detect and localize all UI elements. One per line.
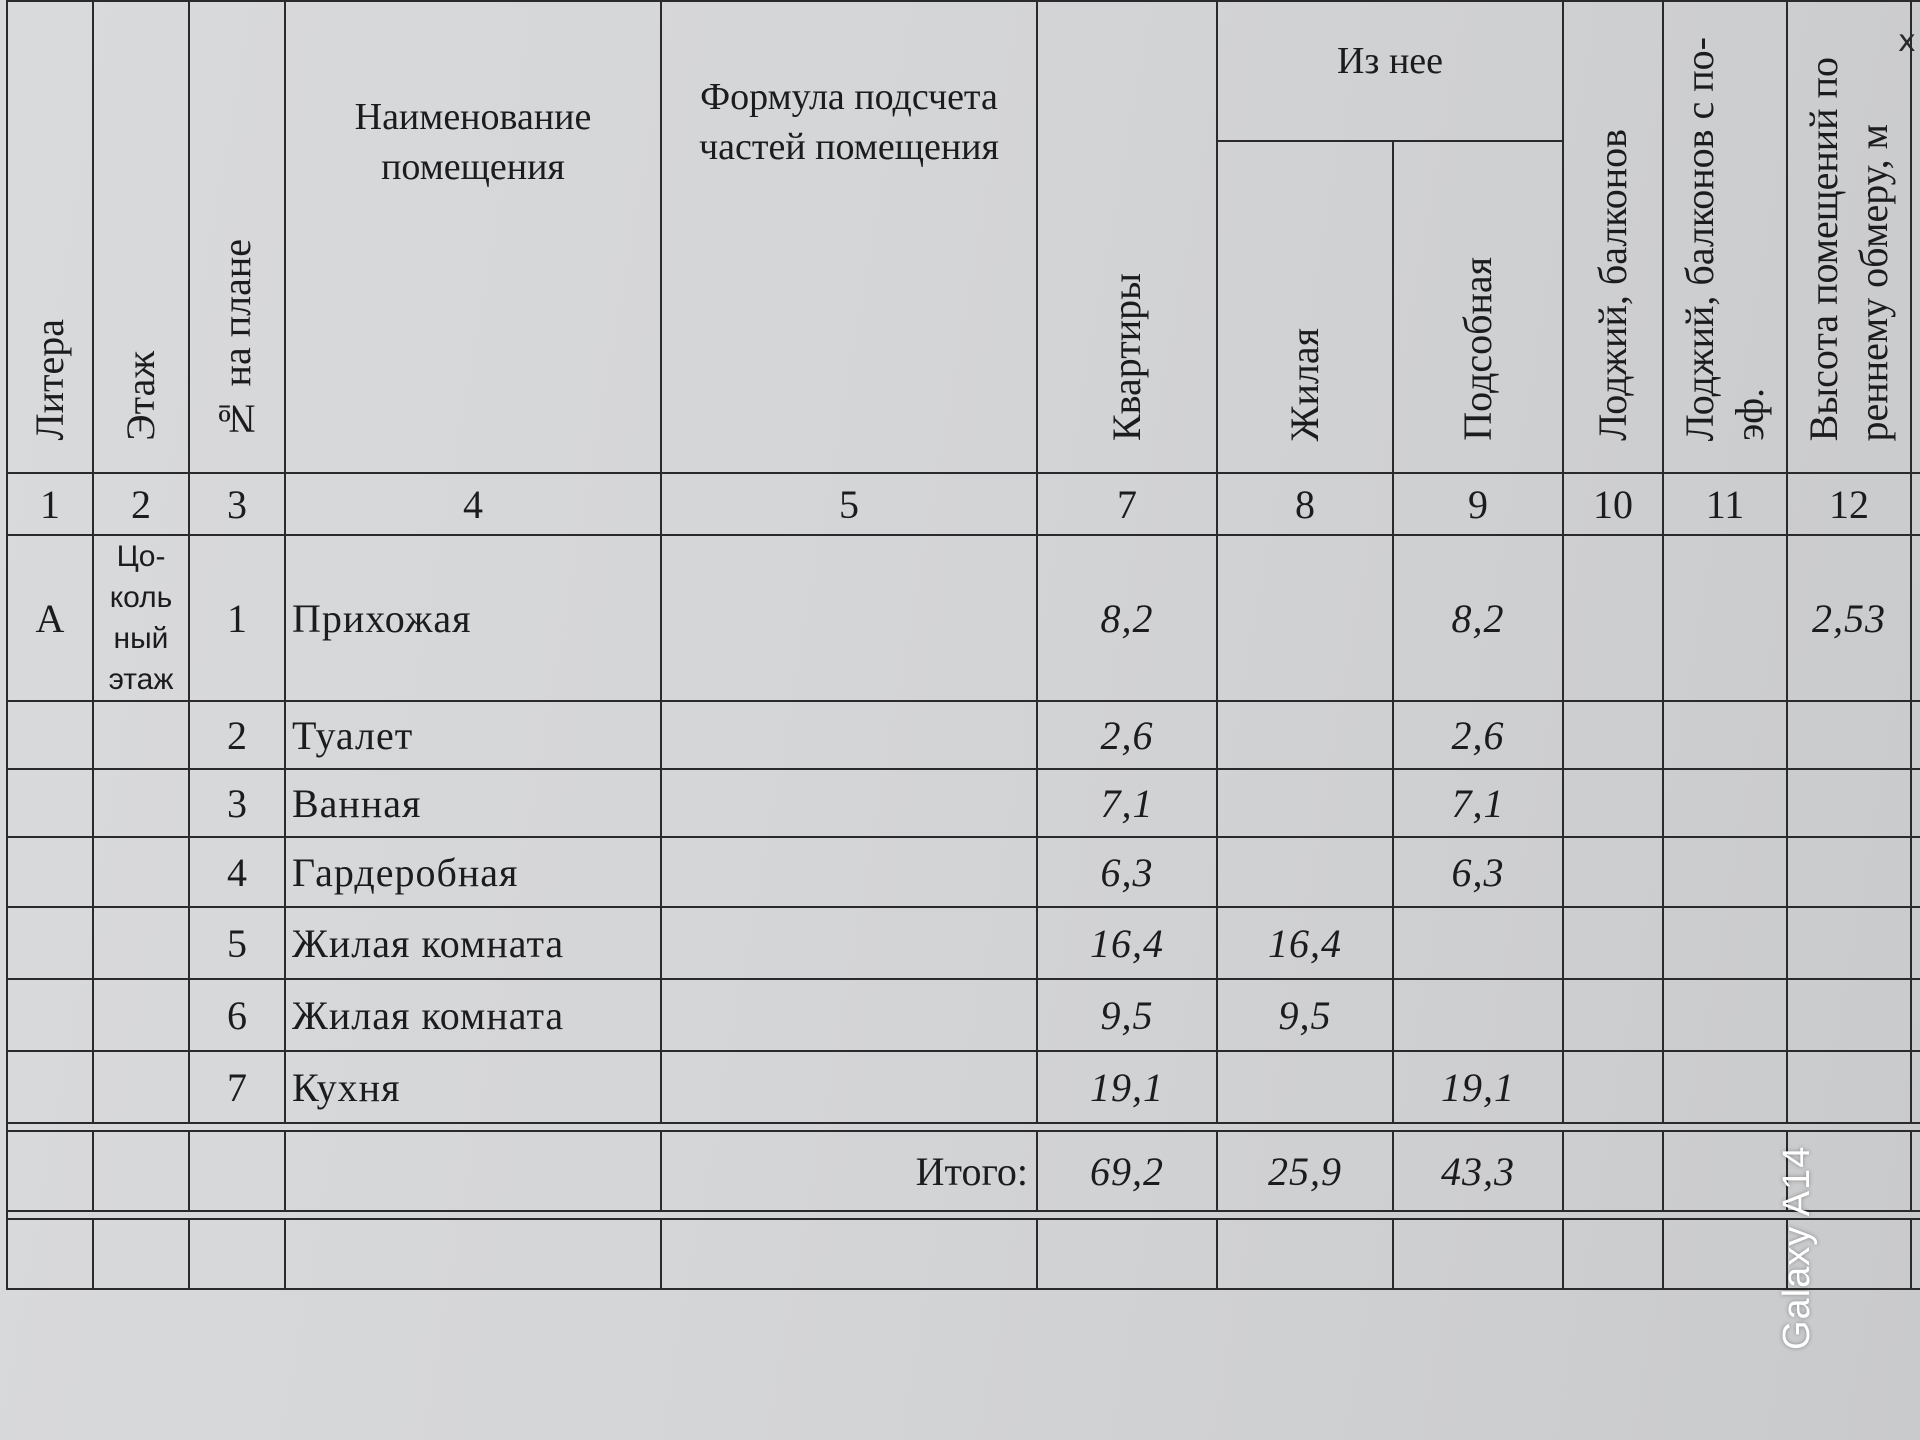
loggia-coef-cell [1663,907,1787,979]
table-row [7,837,1920,907]
floor-cell [93,837,189,907]
total-empty-cell [7,1131,93,1211]
column-number: 1 [7,473,93,535]
apartment-area-cell: 16,4 [1037,907,1217,979]
living-area-cell [1217,1051,1393,1123]
of-which-header [1217,1,1563,141]
total-label: Итого: [661,1131,1037,1211]
col-room-name-header [285,1,661,473]
loggia-coef-cell [1663,837,1787,907]
loggia-cell [1563,837,1663,907]
litera-cell: А [7,535,93,701]
corner-mark: x [1898,24,1916,59]
col-height-header [1787,1,1911,473]
formula-cell [661,701,1037,769]
plan-number-cell: 6 [189,979,285,1051]
col-loggia-coef-header [1663,1,1787,473]
apartment-area-cell: 9,5 [1037,979,1217,1051]
column-number: 9 [1393,473,1563,535]
total-empty-cell [285,1131,661,1211]
table-row [7,535,1920,701]
col-living-header [1217,141,1393,473]
plan-number-cell: 2 [189,701,285,769]
auxiliary-area-cell [1393,907,1563,979]
room-name-cell: Жилая комната [285,907,661,979]
room-name-cell: Жилая комната [285,979,661,1051]
formula-cell [661,837,1037,907]
column-number: 11 [1663,473,1787,535]
room-name-label: Наименование помещения [354,96,592,188]
height-cell [1787,837,1911,907]
table-row [7,769,1920,837]
col-formula-header [661,1,1037,473]
formula-cell [661,769,1037,837]
column-number: 3 [189,473,285,535]
formula-cell [661,535,1037,701]
floor-cell [93,1051,189,1123]
floor-label: Этаж [118,351,163,441]
column-number: 7 [1037,473,1217,535]
plan-number-cell: 7 [189,1051,285,1123]
height-cell [1787,701,1911,769]
column-number-row [7,473,1920,535]
room-name-cell: Туалет [285,701,661,769]
apartment-area-cell: 2,6 [1037,701,1217,769]
apartment-area-cell: 8,2 [1037,535,1217,701]
table-row [7,907,1920,979]
room-name-cell: Прихожая [285,535,661,701]
litera-cell [7,769,93,837]
loggia-cell [1563,979,1663,1051]
floor-cell [93,769,189,837]
loggia-coef-label-2: эф. [1727,388,1772,441]
loggia-cell [1563,701,1663,769]
auxiliary-area-cell: 6,3 [1393,837,1563,907]
col-auxiliary-header [1393,141,1563,473]
auxiliary-label: Подсобная [1455,257,1500,441]
column-number: 12 [1787,473,1911,535]
height-cell: 2,53 [1787,535,1911,701]
living-area-cell [1217,769,1393,837]
floor-cell [93,907,189,979]
height-cell [1787,907,1911,979]
litera-label: Литера [27,319,72,441]
total-auxiliary-area: 43,3 [1393,1131,1563,1211]
living-area-cell: 9,5 [1217,979,1393,1051]
auxiliary-area-cell: 7,1 [1393,769,1563,837]
apartment-area-cell: 6,3 [1037,837,1217,907]
litera-cell [7,979,93,1051]
total-empty-cell [1663,1131,1787,1211]
column-number: 10 [1563,473,1663,535]
total-empty-cell [93,1131,189,1211]
loggia-cell [1563,535,1663,701]
table-row [7,1051,1920,1123]
plan-number-cell: 4 [189,837,285,907]
column-number: 4 [285,473,661,535]
loggia-cell [1563,907,1663,979]
total-empty-cell [189,1131,285,1211]
apartment-label: Квартиры [1104,272,1149,441]
loggia-coef-cell [1663,701,1787,769]
floor-cell [93,535,189,701]
auxiliary-area-cell [1393,979,1563,1051]
extra-cell [1911,701,1920,769]
total-empty-cell [1563,1131,1663,1211]
of-which-label: Из нее [1336,40,1444,82]
loggia-coef-cell [1663,979,1787,1051]
apartment-area-cell: 7,1 [1037,769,1217,837]
room-explication-table [6,0,1920,1290]
formula-label: Формула подсчета частей помещения [699,76,999,168]
floor-line: ный [113,622,169,655]
plan-number-cell: 1 [189,535,285,701]
living-area-cell: 16,4 [1217,907,1393,979]
total-living-area: 25,9 [1217,1131,1393,1211]
extra-cell [1911,907,1920,979]
room-name-cell: Гардеробная [285,837,661,907]
camera-watermark: Galaxy A14 [1776,1145,1818,1350]
apartment-area-cell: 19,1 [1037,1051,1217,1123]
litera-cell [7,907,93,979]
plan-number-cell: 5 [189,907,285,979]
col-loggia-header [1563,1,1663,473]
height-cell [1787,1051,1911,1123]
col-litera-header [7,1,93,473]
formula-cell [661,907,1037,979]
room-name-cell: Кухня [285,1051,661,1123]
header-row-top [7,1,1920,141]
column-number: 5 [661,473,1037,535]
litera-cell [7,701,93,769]
formula-cell [661,1051,1037,1123]
loggia-coef-cell [1663,1051,1787,1123]
height-label: Высота помещений по [1801,56,1846,441]
height-cell [1787,769,1911,837]
living-area-cell [1217,701,1393,769]
height-cell [1787,979,1911,1051]
floor-line: этаж [108,663,174,696]
litera-cell [7,837,93,907]
floor-cell [93,979,189,1051]
floor-line: Цо- [116,540,166,573]
living-area-cell [1217,535,1393,701]
col-extra-header [1911,1,1920,473]
loggia-coef-cell [1663,769,1787,837]
table-row [7,701,1920,769]
living-area-cell [1217,837,1393,907]
total-row [7,1131,1920,1211]
room-name-cell: Ванная [285,769,661,837]
floor-cell [93,701,189,769]
auxiliary-area-cell: 2,6 [1393,701,1563,769]
separator-row [7,1211,1920,1219]
separator-row [7,1123,1920,1131]
litera-cell [7,1051,93,1123]
empty-row [7,1219,1920,1289]
column-number-extra [1911,473,1920,535]
table-row [7,979,1920,1051]
column-number: 2 [93,473,189,535]
plan-number-cell: 3 [189,769,285,837]
col-floor-header [93,1,189,473]
extra-cell [1911,1051,1920,1123]
height-label-2: реннему обмеру, м [1851,123,1896,441]
extra-cell [1911,979,1920,1051]
col-apartment-header [1037,1,1217,473]
floor-line: коль [109,581,173,614]
loggia-coef-label: Лоджий, балконов с по- [1677,36,1722,441]
col-plan-number-header [189,1,285,473]
column-number: 8 [1217,473,1393,535]
extra-cell [1911,769,1920,837]
loggia-coef-cell [1663,535,1787,701]
loggia-cell [1563,769,1663,837]
total-apartment-area: 69,2 [1037,1131,1217,1211]
loggia-cell [1563,1051,1663,1123]
total-empty-cell [1911,1131,1920,1211]
loggia-label: Лоджий, балконов [1590,129,1635,441]
auxiliary-area-cell: 19,1 [1393,1051,1563,1123]
plan-number-label: № на плане [214,238,259,441]
extra-cell [1911,535,1920,701]
extra-cell [1911,837,1920,907]
auxiliary-area-cell: 8,2 [1393,535,1563,701]
living-label: Жилая [1282,327,1327,441]
formula-cell [661,979,1037,1051]
